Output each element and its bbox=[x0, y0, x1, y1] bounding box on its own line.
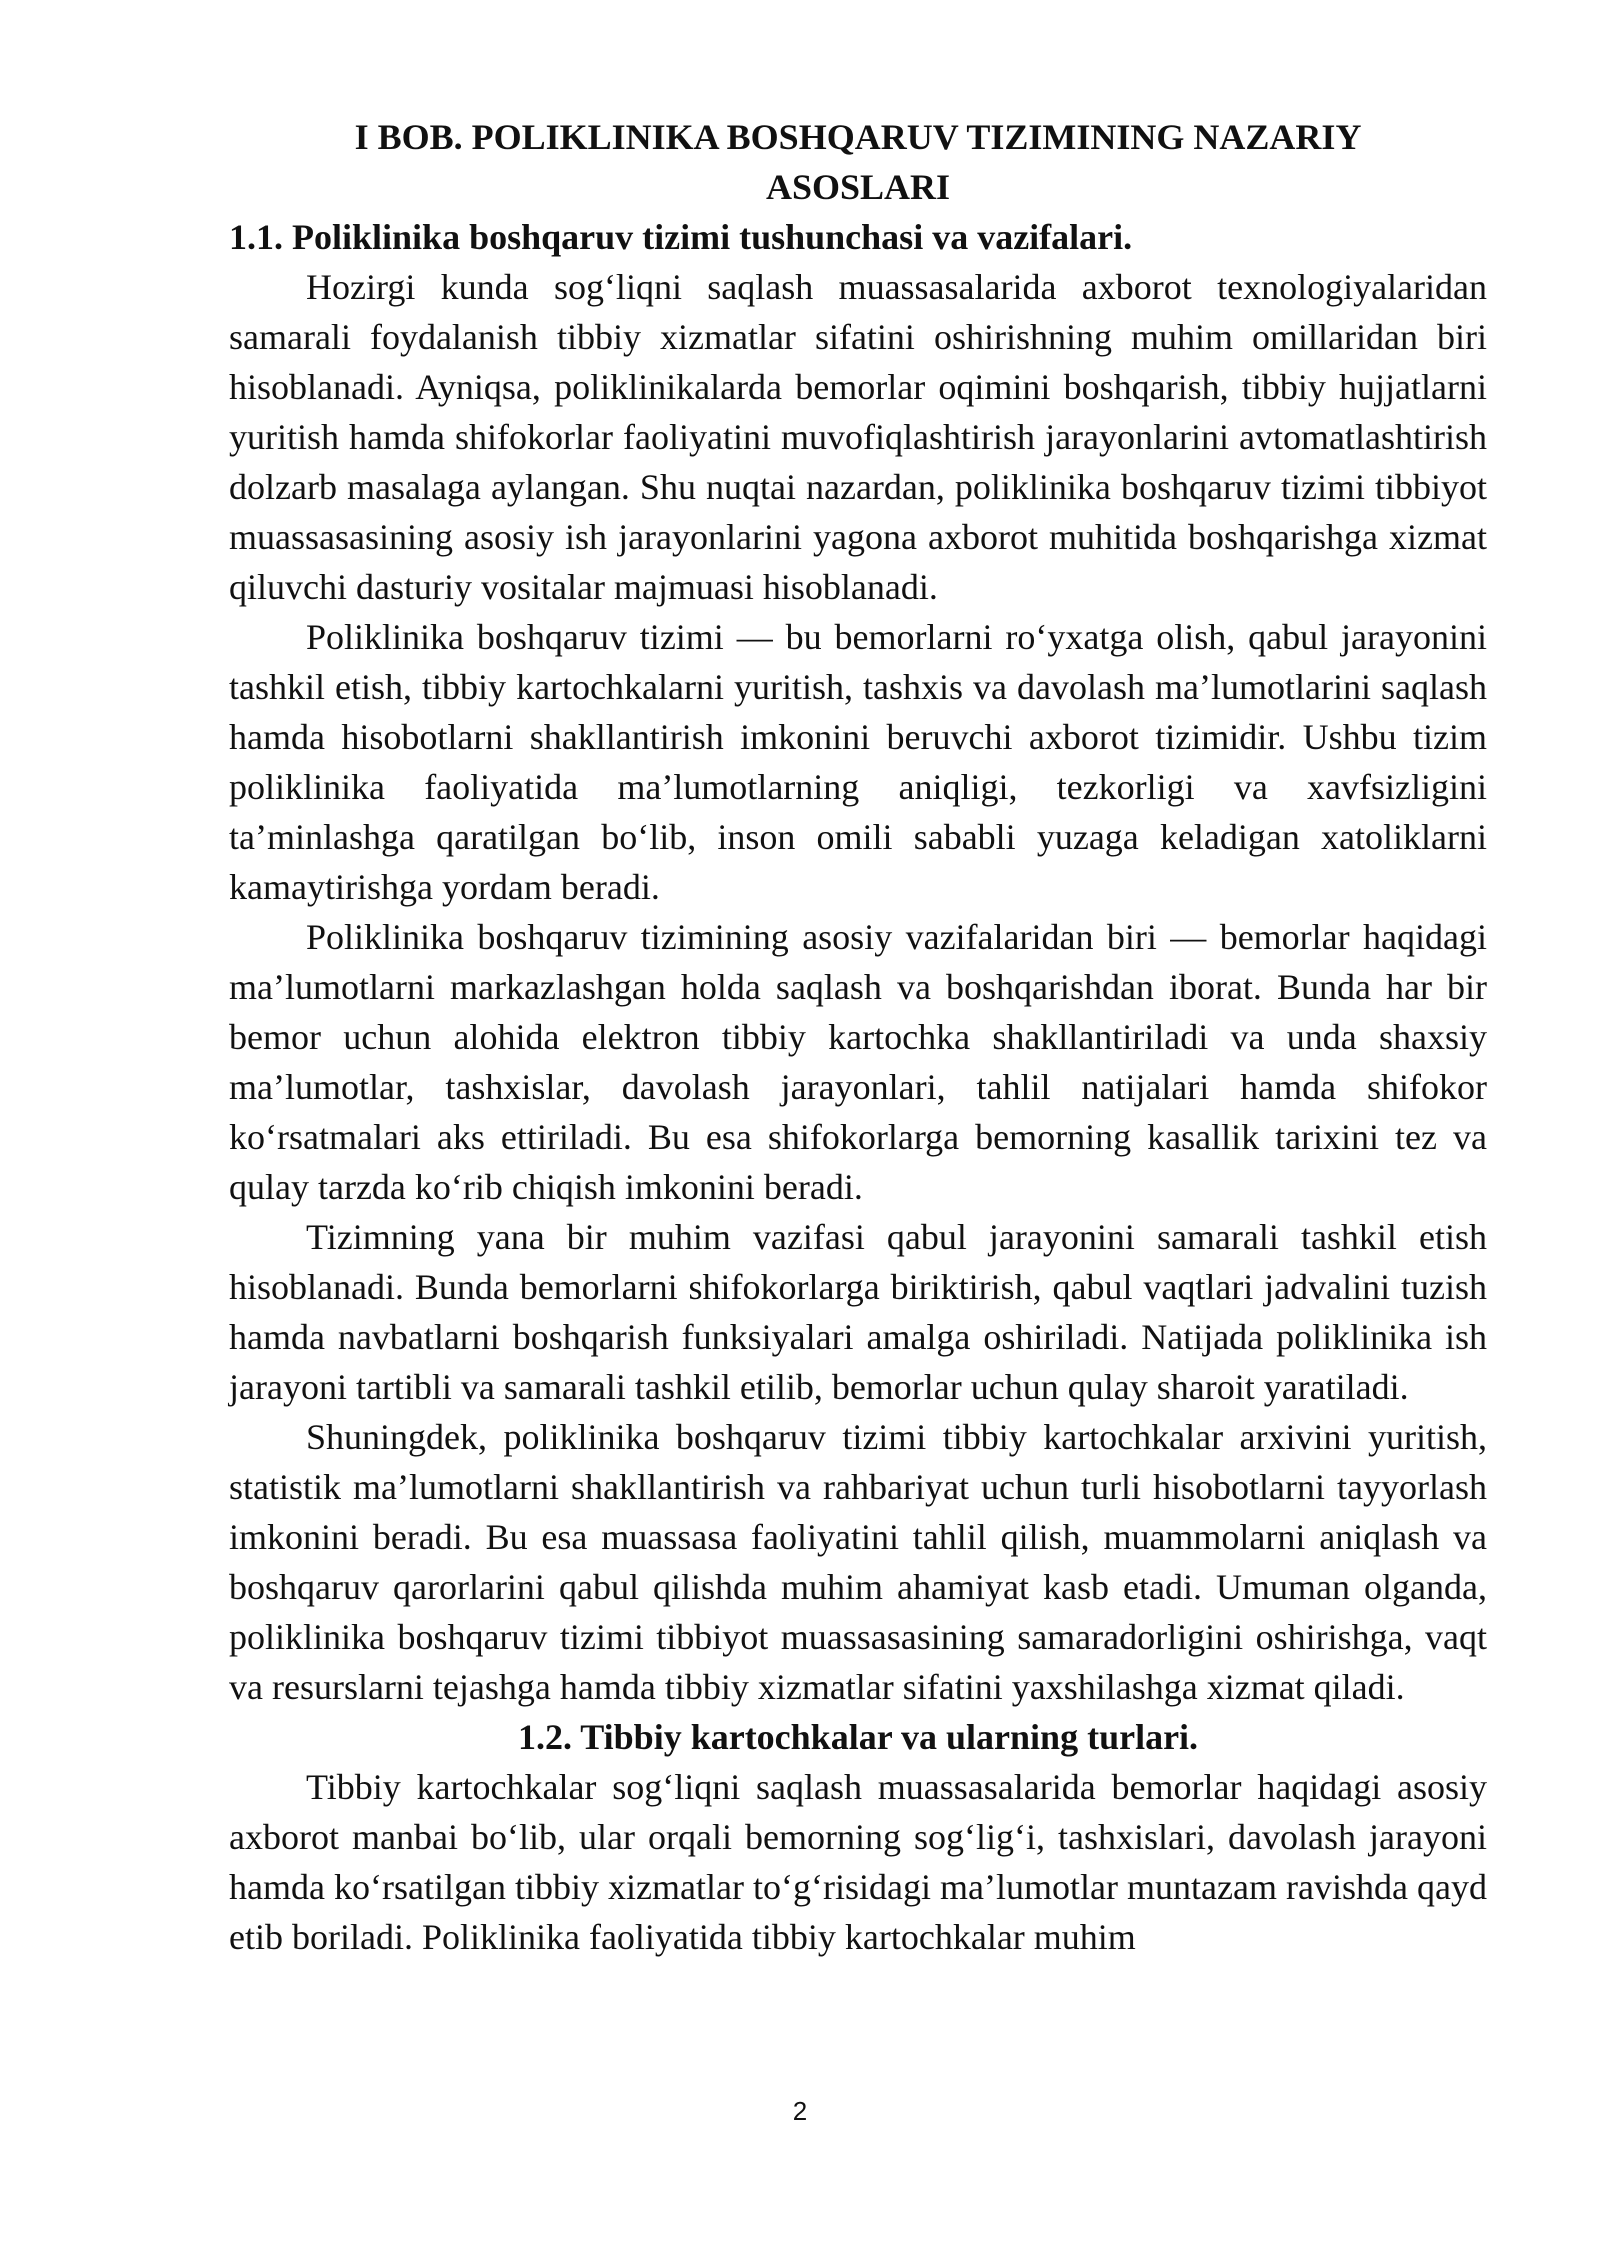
chapter-title-line-1: I BOB. POLIKLINIKA BOSHQARUV TIZIMINING NAZARIY bbox=[354, 117, 1362, 157]
paragraph: Poliklinika boshqaruv tizimining asosiy vazifalaridan biri — bemorlar haqidagi ma’lumotlarni markazlashgan holda saqlash va boshqarishdan iborat. Bunda har bir bemor uchun alohida elektron tibbiy kartochka shakllantiriladi va unda shaxsiy ma’lumotlar, tashxislar, davolash jarayonlari, tahlil natijalari hamda shifokor ko‘rsatmalari aks ettiriladi. Bu esa shifokorlarga bemorning kasallik tarixini tez va qulay tarzda ko‘rib chiqish imkonini beradi. bbox=[229, 917, 1487, 1207]
document-page bbox=[229, 112, 1487, 1962]
section-heading-1-2: 1.2. Tibbiy kartochkalar va ularning turlari. bbox=[517, 1717, 1199, 1757]
paragraph: Shuningdek, poliklinika boshqaruv tizimi tibbiy kartochkalar arxivini yuritish, statistik ma’lumotlarni shakllantirish va rahbariyat uchun turli hisobotlarni tayyorlash imkonini beradi. Bu esa muassasa faoliyatini tahlil qilish, muammolarni aniqlash va boshqaruv qarorlarini qabul qilishda muhim ahamiyat kasb etadi. Umuman olganda, poliklinika boshqaruv tizimi tibbiyot muassasasining samaradorligini oshirishga, vaqt va resurslarni tejashga hamda tibbiy xizmatlar sifatini yaxshilashga xizmat qiladi. bbox=[229, 1417, 1487, 1707]
chapter-title-line-2: ASOSLARI bbox=[765, 167, 951, 207]
page-number: 2 bbox=[792, 2096, 808, 2126]
paragraph: Poliklinika boshqaruv tizimi — bu bemorlarni ro‘yxatga olish, qabul jarayonini tashkil etish, tibbiy kartochkalarni yuritish, tashxis va davolash ma’lumotlarini saqlash hamda hisobotlarni shakllantirish imkonini beruvchi axborot tizimidir. Ushbu tizim poliklinika faoliyatida ma’lumotlarning aniqligi, tezkorligi va xavfsizligini ta’minlashga qaratilgan bo‘lib, inson omili sababli yuzaga keladigan xatoliklarni kamaytirishga yordam beradi. bbox=[229, 617, 1487, 907]
section-heading-1-1: 1.1. Poliklinika boshqaruv tizimi tushunchasi va vazifalari. bbox=[229, 217, 1133, 257]
paragraph: Tizimning yana bir muhim vazifasi qabul jarayonini samarali tashkil etish hisoblanadi. Bunda bemorlarni shifokorlarga biriktirish, qabul vaqtlari jadvalini tuzish hamda navbatlarni boshqarish funksiyalari amalga oshiriladi. Natijada poliklinika ish jarayoni tartibli va samarali tashkil etilib, bemorlar uchun qulay sharoit yaratiladi. bbox=[229, 1217, 1487, 1407]
paragraph: Tibbiy kartochkalar sog‘liqni saqlash muassasalarida bemorlar haqidagi asosiy axborot manbai bo‘lib, ular orqali bemorning sog‘lig‘i, tashxislari, davolash jarayoni hamda ko‘rsatilgan tibbiy xizmatlar to‘g‘risidagi ma’lumotlar muntazam ravishda qayd etib boriladi. Poliklinika faoliyatida tibbiy kartochkalar muhim bbox=[229, 1767, 1487, 1957]
paragraph: Hozirgi kunda sog‘liqni saqlash muassasalarida axborot texnologiyalaridan samarali foydalanish tibbiy xizmatlar sifatini oshirishning muhim omillaridan biri hisoblanadi. Ayniqsa, poliklinikalarda bemorlar oqimini boshqarish, tibbiy hujjatlarni yuritish hamda shifokorlar faoliyatini muvofiqlashtirish jarayonlarini avtomatlashtirish dolzarb masalaga aylangan. Shu nuqtai nazardan, poliklinika boshqaruv tizimi tibbiyot muassasasining asosiy ish jarayonlarini yagona axborot muhitida boshqarishga xizmat qiluvchi dasturiy vositalar majmuasi hisoblanadi. bbox=[229, 267, 1487, 607]
